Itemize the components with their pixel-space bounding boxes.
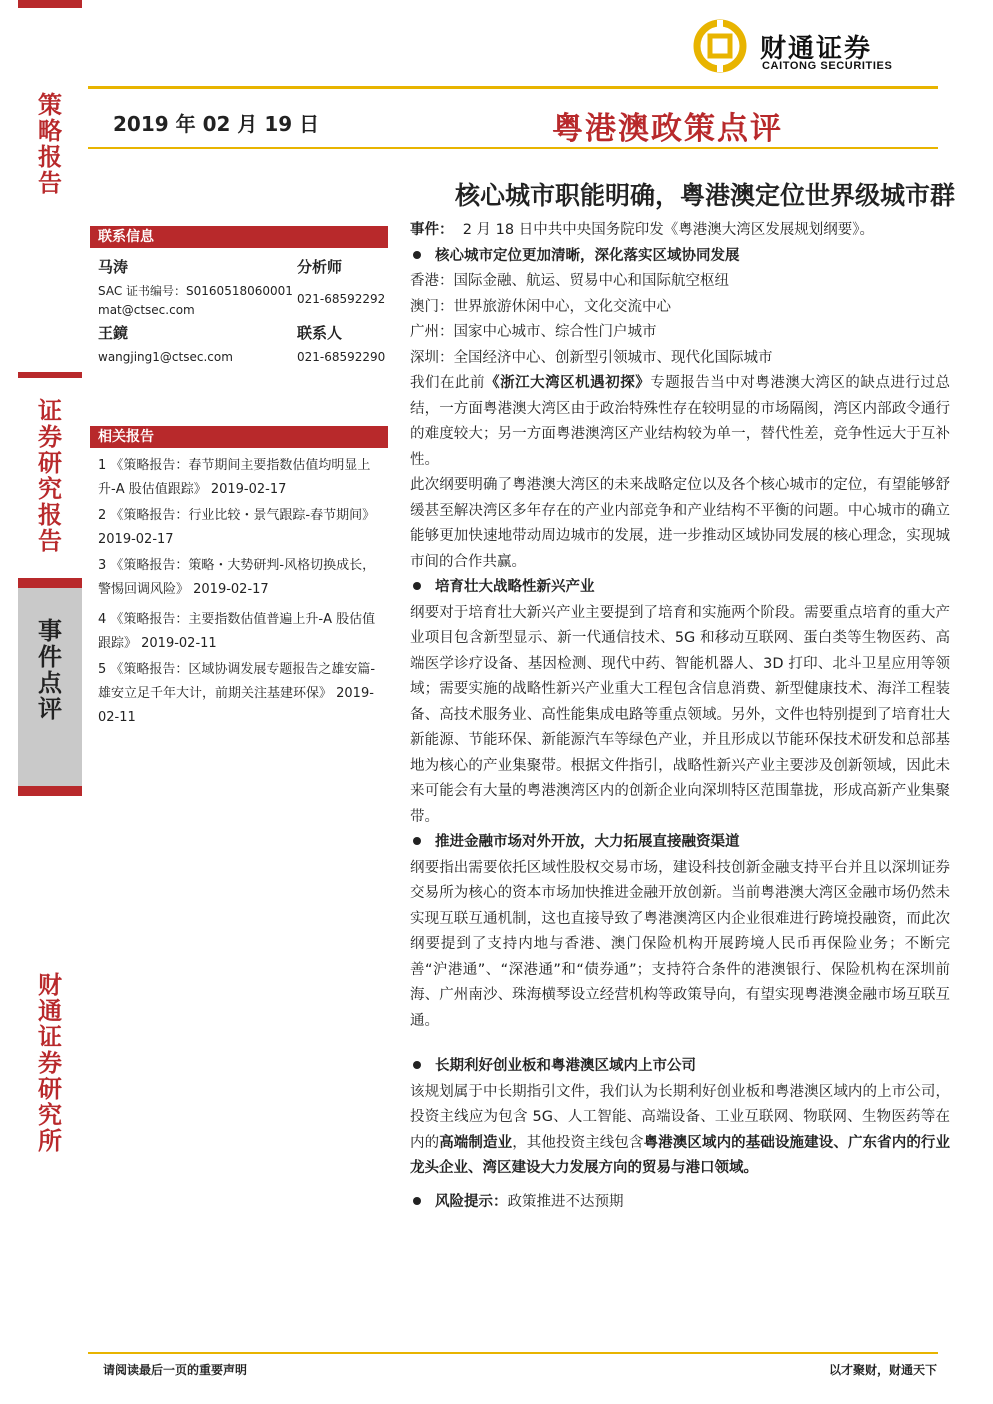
bullet-icon [413, 1061, 421, 1069]
analyst-email[interactable]: mat@ctsec.com [98, 303, 195, 317]
bullet-icon [413, 251, 421, 259]
paragraph: 此次纲要明确了粤港澳大湾区的未来战略定位以及各个核心城市的定位，有望能够舒缓甚至解决湾区多年存在的产业内部竞争和产业结构不平衡的问题。中心城市的确立能够更加快速地带动周边城市的发展，进一步推动区域协同发展的核心理念，实现城市间的合作共赢。 [410, 477, 950, 570]
page-title: 核心城市职能明确，粤港澳定位世界级城市群 [454, 181, 955, 210]
paragraph: 纲要指出需要依托区域性股权交易市场，建设科技创新金融支持平台并且以深圳证券交易所为核心的资本市场加快推进金融开放创新。当前粤港澳大湾区金融市场仍然未实现互联互通机制，这也直接导致了粤港澳湾区内企业很难进行跨境投融资，而此次纲要提到了支持内地与香港、澳门保险机构开展跨境人民币再保险业务；不断完善“沪港通”、“深港通”和“债券通”；支持符合条件的港澳银行、保险机构在深圳前海、广州南沙、珠海横琴设立经营机构等政策导向，有望实现粤港澳金融市场互联互通。 [410, 859, 950, 1029]
city-sz: 深圳：全国经济中心、创新型引领城市、现代化国际城市 [410, 349, 773, 366]
bullet-heading: 核心城市定位更加清晰，深化落实区域协同发展 [410, 244, 950, 270]
header-rule-bottom [88, 147, 938, 149]
city-hk: 香港：国际金融、航运、贸易中心和国际航空枢纽 [410, 273, 729, 289]
report-date: 2019 年 02 月 19 日 [113, 112, 320, 136]
related-header: 相关报告 [90, 426, 388, 448]
related-item[interactable]: 4 《策略报告：主要指数估值普遍上升-A 股估值跟踪》 2019-02-11 [98, 612, 376, 651]
logo-text: 财通证券 [760, 34, 873, 64]
caitong-logo-icon [690, 18, 750, 74]
contact-email[interactable]: wangjing1@ctsec.com [98, 350, 233, 364]
left-strip-divider [18, 786, 82, 796]
bullet-heading: 培育壮大战略性新兴产业 [410, 575, 950, 601]
bullet-icon [413, 582, 421, 590]
report-type: 粤港澳政策点评 [552, 111, 783, 147]
main-body [410, 218, 950, 1215]
contact-header: 联系信息 [90, 226, 388, 248]
paragraph: 我们在此前《浙江大湾区机遇初探》专题报告当中对粤港澳大湾区的缺点进行过总结，一方面粤港澳大湾区由于政治特殊性存在较明显的市场隔阂，湾区内部政令通行的难度较大；另一方面粤港澳湾区产业结构较为单一，替代性差，竞争性远大于互补性。 [410, 375, 951, 468]
analyst-name: 马涛 [98, 258, 129, 276]
side-tab-type: 证券研究报告 [38, 396, 62, 555]
side-tab-firm: 财通证券研究所 [38, 970, 62, 1155]
related-item[interactable]: 1 《策略报告：春节期间主要指数估值均明显上升-A 股估值跟踪》 2019-02-17 [98, 458, 371, 497]
left-strip-top [18, 0, 82, 8]
left-strip-divider [18, 372, 82, 378]
analyst-role: 分析师 [297, 258, 343, 276]
paragraph: 该规划属于中长期指引文件，我们认为长期利好创业板和粤港澳区域内的上市公司，投资主线应为包含 5G、人工智能、高端设备、工业互联网、物联网、生物医药等在内的高端制造业，其他投资主线包含粤港澳区域内的基础设施建设、广东省内的行业龙头企业、湾区建设大力发展方向的贸易与港口领域。 [410, 1083, 951, 1176]
side-tab-sub: 事件点评 [38, 616, 62, 723]
bullet-icon [413, 1197, 421, 1205]
analyst-phone: 021-68592292 [297, 292, 386, 306]
city-mo: 澳门：世界旅游休闲中心，文化交流中心 [410, 298, 671, 315]
related-item[interactable]: 3 《策略报告：策略・大势研判-风格切换成长，警惕回调风险》 2019-02-17 [98, 558, 376, 597]
bullet-heading: 推进金融市场对外开放，大力拓展直接融资渠道 [410, 830, 950, 856]
analyst-sac: SAC 证书编号：S0160518060001 [98, 284, 293, 298]
related-item[interactable]: 2 《策略报告：行业比较・景气跟踪-春节期间》 2019-02-17 [98, 508, 376, 547]
event-line: 事件： 2 月 18 日中共中央国务院印发《粤港澳大湾区发展规划纲要》。 [410, 222, 874, 238]
logo-subtext: CAITONG SECURITIES [762, 60, 893, 72]
footer-rule [88, 1352, 938, 1354]
bullet-icon [413, 837, 421, 845]
side-tab-category: 策略报告 [38, 90, 62, 197]
risk-line: 风险提示：政策推进不达预期 [410, 1190, 950, 1216]
bullet-heading: 长期利好创业板和粤港澳区域内上市公司 [410, 1054, 950, 1080]
footer-slogan: 以才聚财，财通天下 [828, 1363, 937, 1377]
footer-disclaimer[interactable]: 请阅读最后一页的重要声明 [103, 1363, 248, 1377]
contact-phone: 021-68592290 [297, 350, 386, 364]
contact-name: 王鏡 [98, 324, 129, 342]
paragraph: 纲要对于培育壮大新兴产业主要提到了培育和实施两个阶段。需要重点培育的重大产业项目包含新型显示、新一代通信技术、5G 和移动互联网、蛋白类等生物医药、高端医学诊疗设备、基因检测、现代中药、智能机器人、3D 打印、北斗卫星应用等领域；需要实施的战略性新兴产业重大工程包含信息消费、新型健康技术、海洋工程装备、高技术服务业、高性能集成电路等重点领域。另外，文件也特别提到了培育壮大新能源、节能环保、新能源汽车等绿色产业，并且形成以节能环保技术研发和总部基地为核心的产业集聚带。根据文件指引，战略性新兴产业主要涉及创新领域，因此未来可能会有大量的粤港澳湾区内的创新企业向深圳特区范围靠拢，形成高新产业集聚带。 [410, 604, 950, 825]
related-item[interactable]: 5 《策略报告：区域协调发展专题报告之雄安篇-雄安立足千年大计，前期关注基建环保》 2019-02-11 [98, 662, 376, 725]
left-strip-divider [18, 578, 82, 588]
city-gz: 广州：国家中心城市、综合性门户城市 [410, 324, 657, 340]
contact-role: 联系人 [297, 324, 343, 342]
header-rule-top [88, 86, 938, 89]
